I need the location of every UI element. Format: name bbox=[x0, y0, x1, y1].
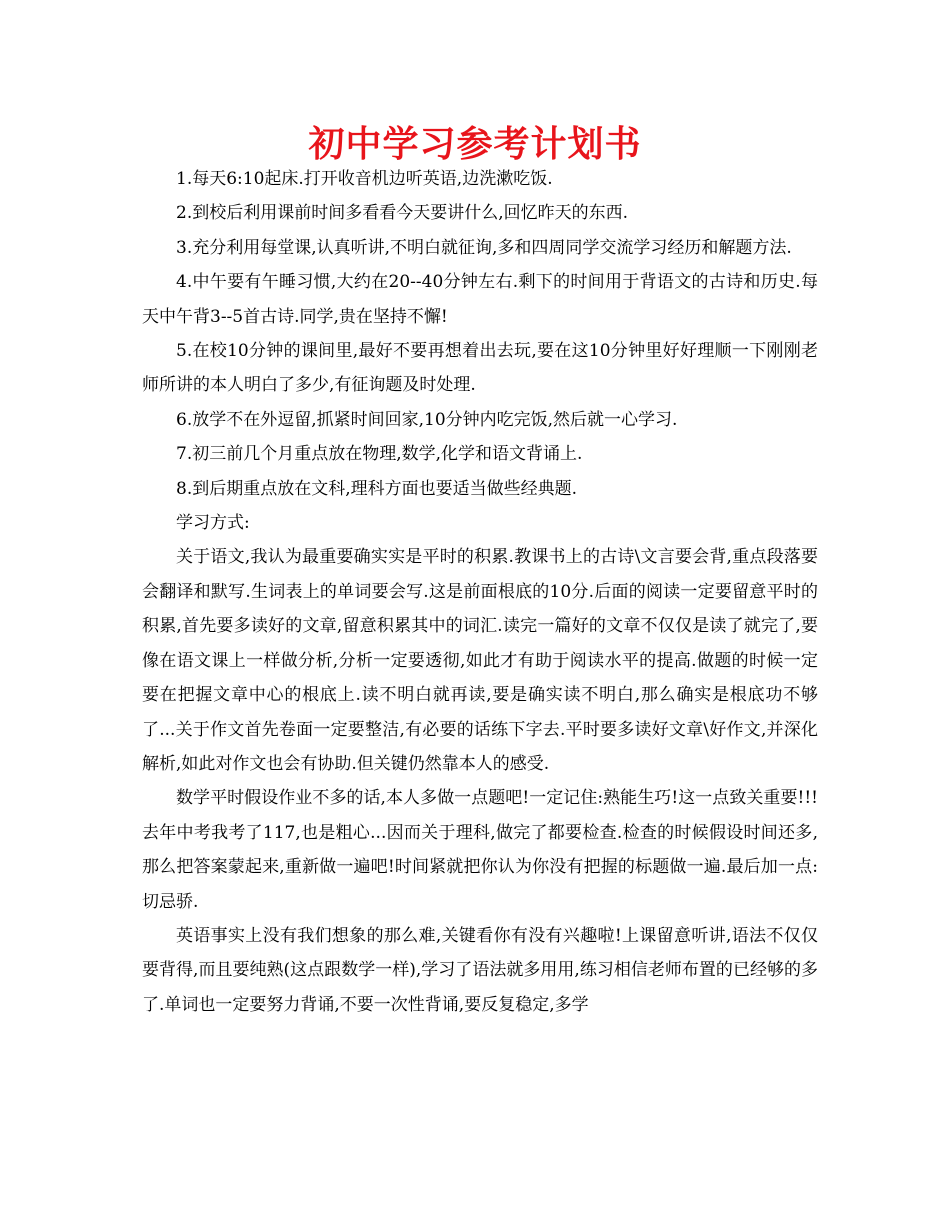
paragraph-chinese: 关于语文,我认为最重要确实实是平时的积累.教课书上的古诗\文言要会背,重点段落要会翻译和默写.生词表上的单词要会写.这是前面根底的10分.后面的阅读一定要留意平时的积累,首先要多读好的文章,留意积累其中的词汇.读完一篇好的文章不仅仅是读了就完了,要像在语文课上一样做分析,分析一定要透彻,如此才有助于阅读水平的提高.做题的时候一定要在把握文章中心的根底上.读不明白就再读,要是确实读不明白,那么确实是根底功不够了...关于作文首先卷面一定要整洁,有必要的话练下字去.平时要多读好文章\好作文,并深化解析,如此对作文也会有协助.但关键仍然靠本人的感受. bbox=[142, 547, 818, 774]
paragraph-english: 英语事实上没有我们想象的那么难,关键看你有没有兴趣啦!上课留意听讲,语法不仅仅要背得,而且要纯熟(这点跟数学一样),学习了语法就多用用,练习相信老师布置的已经够的多了.单词也一定要努力背诵,不要一次性背诵,要反复稳定,多学 bbox=[142, 925, 818, 1015]
paragraph-1: 1.每天6:10起床.打开收音机边听英语,边洗漱吃饭. bbox=[176, 169, 553, 189]
paragraph-2: 2.到校后利用课前时间多看看今天要讲什么,回忆昨天的东西. bbox=[176, 203, 629, 224]
document-title: 初中学习参考计划书 bbox=[308, 123, 642, 165]
paragraph-7: 7.初三前几个月重点放在物理,数学,化学和语文背诵上. bbox=[176, 444, 583, 465]
section-heading-study-methods: 学习方式: bbox=[176, 513, 250, 534]
paragraph-math: 数学平时假设作业不多的话,本人多做一点题吧!一定记住:熟能生巧!这一点致关重要!!!去年中考我考了117,也是粗心...因而关于理科,做完了都要检查.检查的时候假设时间还多,那么把答案蒙起来,重新做一遍吧!时间紧就把你认为你没有把握的标题做一遍.最后加一点:切忌骄. bbox=[142, 788, 818, 912]
paragraph-6: 6.放学不在外逗留,抓紧时间回家,10分钟内吃完饭,然后就一心学习. bbox=[176, 409, 678, 430]
paragraph-3: 3.充分利用每堂课,认真听讲,不明白就征询,多和四周同学交流学习经历和解题方法. bbox=[176, 237, 792, 258]
document-body bbox=[142, 162, 818, 1022]
paragraph-8: 8.到后期重点放在文科,理科方面也要适当做些经典题. bbox=[176, 478, 578, 499]
paragraph-5: 5.在校10分钟的课间里,最好不要再想着出去玩,要在这10分钟里好好理顺一下刚刚老师所讲的本人明白了多少,有征询题及时处理. bbox=[142, 341, 818, 396]
paragraph-4: 4.中午要有午睡习惯,大约在20--40分钟左右.剩下的时间用于背语文的古诗和历史.每天中午背3--5首古诗.同学,贵在坚持不懈! bbox=[142, 272, 818, 327]
